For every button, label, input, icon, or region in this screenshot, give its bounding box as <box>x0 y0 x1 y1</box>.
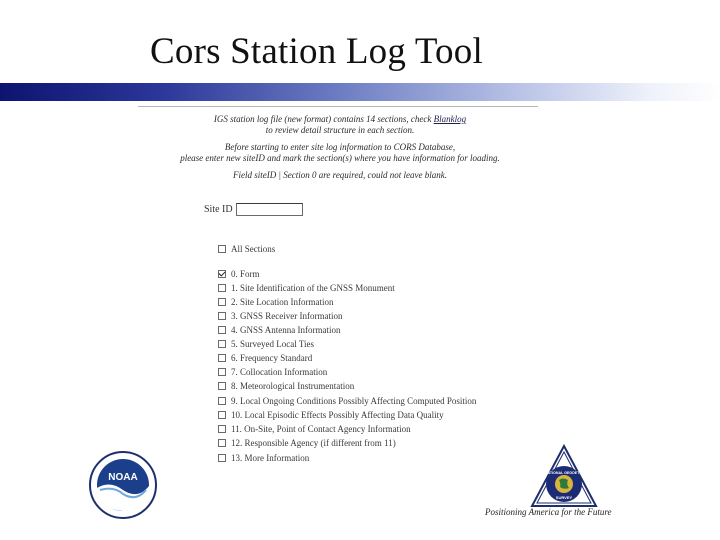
siteid-input[interactable] <box>236 203 303 216</box>
siteid-row <box>204 203 303 216</box>
section-row-all[interactable] <box>218 243 275 255</box>
intro-paragraph-3 <box>140 170 540 181</box>
section-label-8: 8. Meteorological Instrumentation <box>231 381 355 391</box>
section-label-2: 2. Site Location Information <box>231 297 334 307</box>
section-checkbox-13[interactable] <box>218 454 226 462</box>
intro-line-1: IGS station log file (new format) contains 14 sections, check <box>213 114 432 124</box>
section-row-12[interactable] <box>218 437 396 449</box>
section-label-12: 12. Responsible Agency (if different from 11) <box>231 438 396 448</box>
section-checkbox-11[interactable] <box>218 425 226 433</box>
section-row-9[interactable] <box>218 395 476 407</box>
intro-paragraph-2 <box>140 142 540 164</box>
section-row-11[interactable] <box>218 423 411 435</box>
section-checkbox-1[interactable] <box>218 284 226 292</box>
section-label-3: 3. GNSS Receiver Information <box>231 311 343 321</box>
section-row-7[interactable] <box>218 366 327 378</box>
footer-tagline: Positioning America for the Future <box>485 507 612 517</box>
ngs-logo-bottom-text: SURVEY <box>555 495 573 500</box>
section-checkbox-12[interactable] <box>218 439 226 447</box>
intro-line-2: to review detail structure in each section. <box>265 125 415 135</box>
section-checkbox-2[interactable] <box>218 298 226 306</box>
section-checkbox-8[interactable] <box>218 382 226 390</box>
section-row-4[interactable] <box>218 324 341 336</box>
section-label-9: 9. Local Ongoing Conditions Possibly Affecting Computed Position <box>231 396 477 406</box>
section-checkbox-0[interactable] <box>218 270 226 278</box>
intro-paragraph-1 <box>140 114 540 136</box>
intro-text <box>140 114 540 187</box>
section-row-13[interactable] <box>218 452 309 464</box>
section-checkbox-9[interactable] <box>218 397 226 405</box>
section-row-0[interactable] <box>218 268 260 280</box>
section-checkbox-6[interactable] <box>218 354 226 362</box>
section-label-6: 6. Frequency Standard <box>231 353 313 363</box>
section-row-8[interactable] <box>218 380 354 392</box>
section-label-11: 11. On-Site, Point of Contact Agency Information <box>231 424 411 434</box>
section-label-0: 0. Form <box>231 269 260 279</box>
section-label-13: 13. More Information <box>231 453 310 463</box>
siteid-label: Site ID <box>204 204 233 215</box>
intro-line-3: Before starting to enter site log information to CORS Database, <box>224 142 456 152</box>
section-row-6[interactable] <box>218 352 312 364</box>
section-label-4: 4. GNSS Antenna Information <box>231 325 341 335</box>
section-row-2[interactable] <box>218 296 333 308</box>
blanklog-link[interactable]: Blanklog <box>433 114 467 124</box>
section-checkbox-5[interactable] <box>218 340 226 348</box>
section-checkbox-3[interactable] <box>218 312 226 320</box>
section-checkbox-10[interactable] <box>218 411 226 419</box>
section-label-10: 10. Local Episodic Effects Possibly Affecting Data Quality <box>231 410 444 420</box>
section-row-10[interactable] <box>218 409 444 421</box>
section-label-5: 5. Surveyed Local Ties <box>231 339 314 349</box>
section-row-1[interactable] <box>218 282 395 294</box>
section-label-1: 1. Site Identification of the GNSS Monument <box>231 283 395 293</box>
section-checkbox-7[interactable] <box>218 368 226 376</box>
section-row-3[interactable] <box>218 310 342 322</box>
noaa-logo-icon <box>88 450 158 520</box>
title-gradient-band <box>0 83 720 101</box>
intro-line-4: please enter new siteID and mark the section(s) where you have information for loading. <box>180 153 500 163</box>
section-row-5[interactable] <box>218 338 314 350</box>
ngs-logo-top-text: NATIONAL GEODETIC <box>544 471 584 475</box>
ngs-logo-icon <box>530 444 598 508</box>
section-label-all: All Sections <box>231 244 276 254</box>
section-checkbox-4[interactable] <box>218 326 226 334</box>
section-label-7: 7. Collocation Information <box>231 367 328 377</box>
horizontal-rule <box>138 106 538 107</box>
slide-title: Cors Station Log Tool <box>150 31 483 72</box>
section-checkbox-all[interactable] <box>218 245 226 253</box>
noaa-logo-text: NOAA <box>108 472 138 483</box>
intro-line-5: Field siteID | Section 0 are required, could not leave blank. <box>233 170 447 180</box>
